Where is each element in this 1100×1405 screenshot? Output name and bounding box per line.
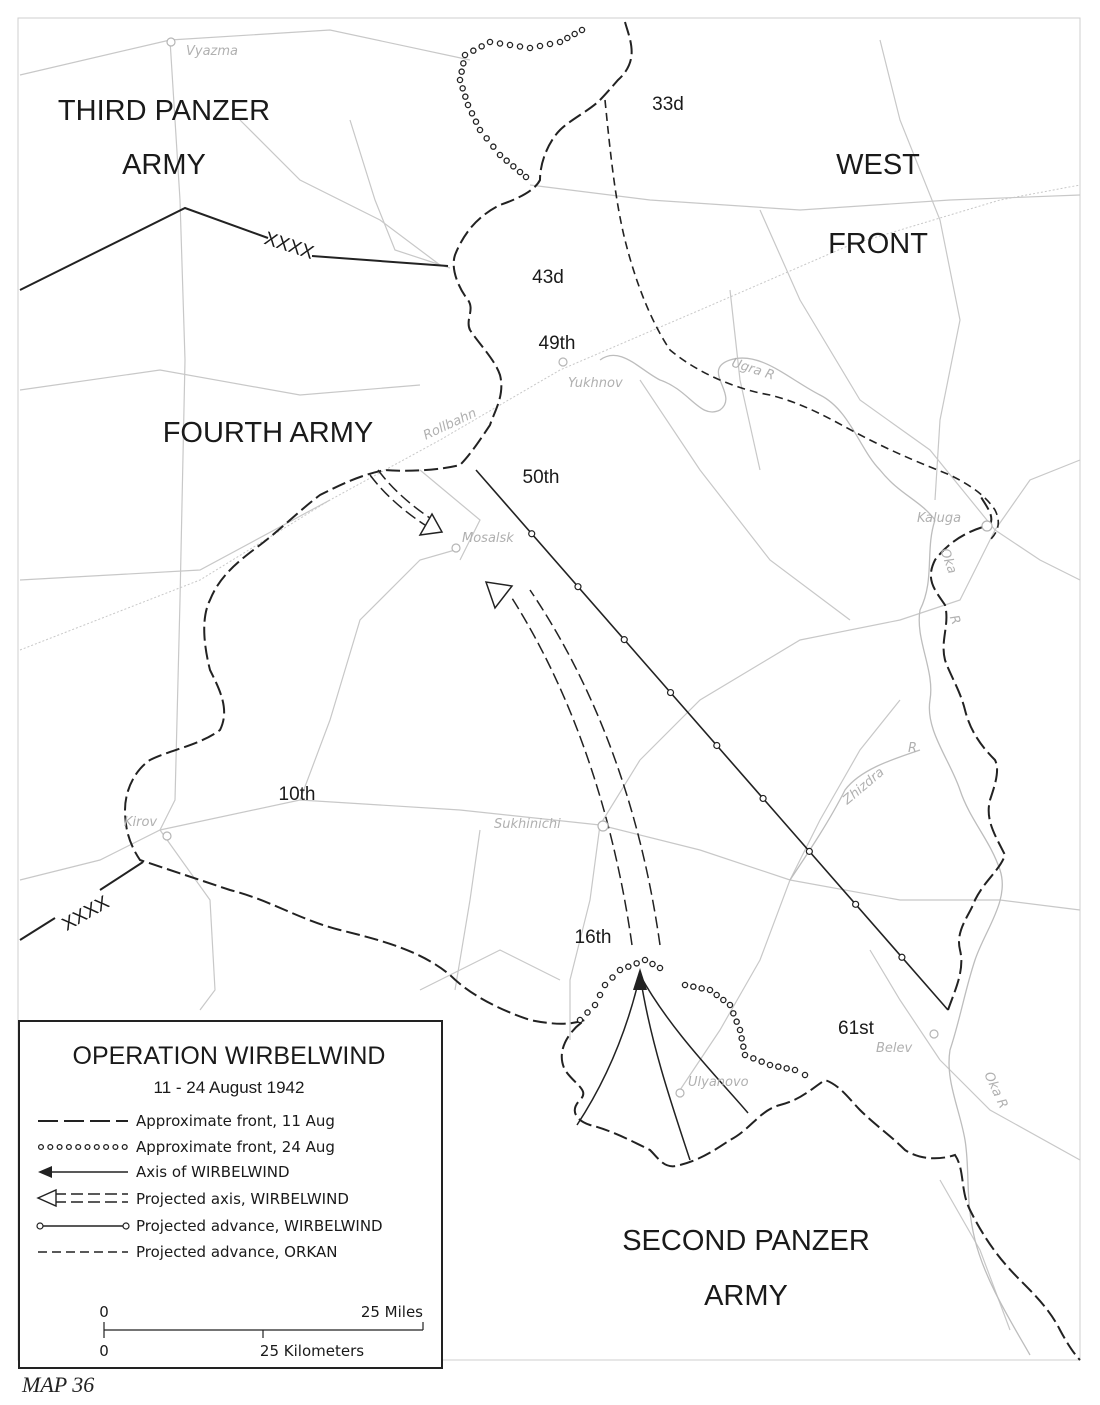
label-third-panzer-army: ARMY [122,149,206,181]
place-ulyanovo: Ulyanovo [688,1075,749,1090]
front-24-aug-dot [479,44,484,49]
label-west: WEST [836,149,920,181]
front-24-aug-dot [610,975,615,980]
front-24-aug-dot [731,1011,736,1016]
front-24-aug-dot [714,992,719,997]
front-24-aug-dot [547,41,552,46]
legend-dates: 11 - 24 August 1942 [153,1078,305,1097]
front-24-aug-dot [597,992,602,997]
front-24-aug-dot [477,127,482,132]
front-24-aug-dot [734,1019,739,1024]
front-24-aug-dot [657,965,662,970]
front-24-aug-dot [699,986,704,991]
front-24-aug-dot [741,1044,746,1049]
place-belev: Belev [876,1041,913,1056]
legend-item-front-24: Approximate front, 24 Aug [136,1138,335,1156]
place-oka-river-1: Oka [936,546,960,576]
front-24-aug-dot [507,42,512,47]
front-24-aug-dot [751,1056,756,1061]
label-61st: 61st [838,1018,874,1039]
front-24-aug-dot [463,94,468,99]
front-24-aug-dot [737,1027,742,1032]
advance-marker [714,743,720,749]
front-24-aug-dot [527,45,532,50]
legend-dot [57,1145,62,1150]
legend-dot [113,1145,118,1150]
label-10th: 10th [278,784,316,805]
front-24-aug-dot [579,27,584,32]
label-second-panzer: SECOND PANZER [622,1225,870,1257]
legend-dot [67,1145,72,1150]
front-24-aug-dot [721,997,726,1002]
scale-km: 25 Kilometers [259,1342,365,1360]
place-oka-river-2: Oka R [980,1069,1011,1112]
place-oka-river-1-r: R [945,613,964,627]
legend-dot [48,1145,53,1150]
front-24-aug-dot [682,982,687,987]
front-24-aug-dot [691,984,696,989]
legend-item-proj-axis: Projected axis, WIRBELWIND [136,1190,349,1208]
advance-marker [575,584,581,590]
front-24-aug-dot [742,1052,747,1057]
legend-dot [104,1145,109,1150]
front-24-aug-dot [461,61,466,66]
label-west-front: FRONT [828,228,928,260]
boundary-marker-bottom: XXXX [58,892,113,936]
front-24-aug-dot [469,111,474,116]
advance-marker [529,531,535,537]
front-24-aug-dot [517,44,522,49]
front-24-aug-dot [784,1066,789,1071]
place-mosalsk: Mosalsk [462,531,514,546]
front-24-aug-dot [523,174,528,179]
legend-dot [122,1145,127,1150]
front-24-aug-dot [491,144,496,149]
map-caption: MAP 36 [22,1372,95,1397]
front-24-aug-dot [626,964,631,969]
legend-dot [94,1145,99,1150]
place-sukhinichi: Sukhinichi [494,817,561,832]
front-24-aug-dot [585,1010,590,1015]
label-43d: 43d [532,267,564,288]
front-24-aug-dot [537,43,542,48]
front-24-aug-dot [457,77,462,82]
front-24-aug-dot [462,52,467,57]
front-24-aug-dot [617,967,622,972]
front-24-aug-dot [577,1017,582,1022]
place-vyazma: Vyazma [186,44,239,59]
label-50th: 50th [522,467,560,488]
front-24-aug-dot [497,41,502,46]
front-24-aug-dot [572,31,577,36]
advance-marker [853,901,859,907]
place-yukhnov: Yukhnov [568,376,623,391]
advance-marker [621,637,627,643]
front-24-aug-dot [767,1062,772,1067]
scale-zero-km: 0 [99,1342,109,1360]
front-24-aug-dot [557,39,562,44]
front-24-aug-dot [484,136,489,141]
front-24-aug-dot [707,987,712,992]
front-24-aug-dot [460,86,465,91]
front-24-aug-dot [465,102,470,107]
advance-marker [806,848,812,854]
legend-item-proj-adv: Projected advance, WIRBELWIND [136,1217,383,1235]
legend-dot [39,1145,44,1150]
place-zhizdra-river-r: R [908,741,918,756]
front-24-aug-dot [504,158,509,163]
front-24-aug-dot [602,982,607,987]
front-24-aug-dot [727,1002,732,1007]
legend [19,1021,442,1368]
label-second-panzer-army: ARMY [704,1280,788,1312]
boundary-marker-top: XXXX [261,228,317,264]
place-ugra-river: Ugra R [729,355,777,384]
front-24-aug-dot [459,69,464,74]
front-24-aug-dot [471,48,476,53]
legend-item-orkan: Projected advance, ORKAN [136,1243,338,1261]
label-third-panzer: THIRD PANZER [57,95,271,127]
label-fourth-army: FOURTH ARMY [162,417,374,449]
front-24-aug-dot [592,1002,597,1007]
place-kirov: Kirov [124,815,158,830]
front-24-aug-dot [802,1072,807,1077]
legend-dot [85,1145,90,1150]
label-16th: 16th [574,927,612,948]
front-24-aug-dot [634,961,639,966]
place-zhizdra-river: Zhizdra [840,764,888,808]
label-49th: 49th [538,333,576,354]
legend-dot [76,1145,81,1150]
scale-zero-miles: 0 [99,1303,109,1321]
front-24-aug-dot [759,1059,764,1064]
front-24-aug-dot [776,1064,781,1069]
legend-title: OPERATION WIRBELWIND [72,1042,386,1070]
place-kaluga: Kaluga [917,511,962,526]
front-24-aug-dot [650,961,655,966]
place-rollbahn: Rollbahn [421,405,480,444]
advance-marker [760,795,766,801]
front-24-aug-dot [565,35,570,40]
front-24-aug-dot [792,1067,797,1072]
label-33d: 33d [652,94,684,115]
front-24-aug-dot [739,1036,744,1041]
front-24-aug-dot [642,957,647,962]
scale-miles: 25 Miles [360,1303,423,1321]
front-24-aug-dot [487,39,492,44]
front-24-aug-dot [511,164,516,169]
legend-item-front-11: Approximate front, 11 Aug [136,1112,335,1130]
legend-item-axis: Axis of WIRBELWIND [136,1163,290,1181]
front-24-aug-dot [497,152,502,157]
advance-marker [668,690,674,696]
front-24-aug-dot [473,119,478,124]
advance-marker [899,954,905,960]
front-24-aug-dot [517,169,522,174]
